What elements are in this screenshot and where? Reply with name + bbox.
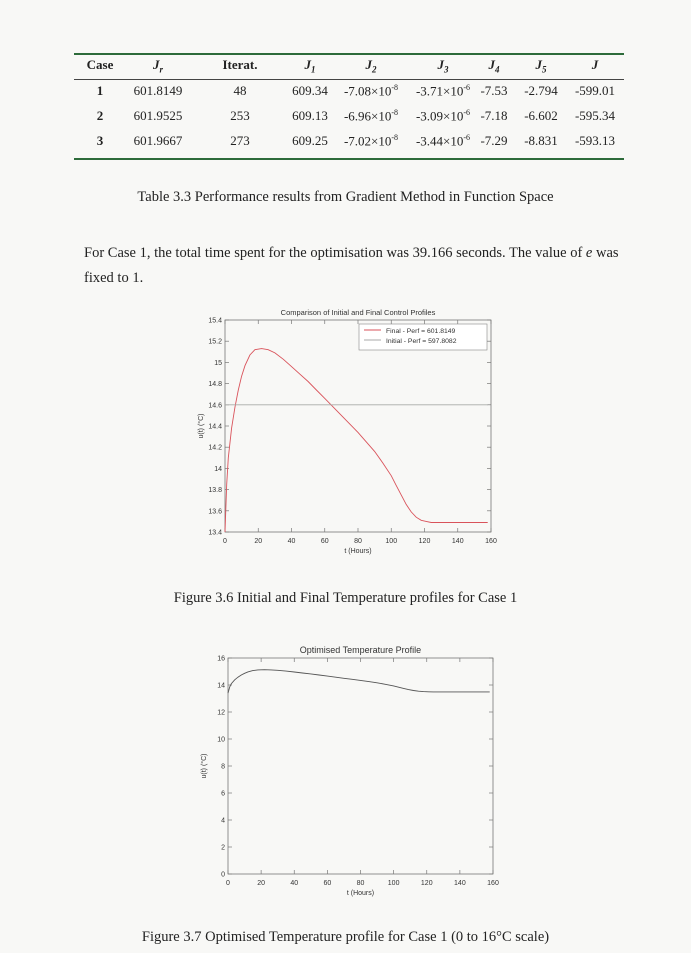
table-cell-case: 2 [96, 108, 104, 123]
header-jr: $J_r$ [152, 57, 163, 75]
table-bottom-rule [74, 158, 624, 160]
header-j5: $J_5$ [535, 57, 547, 75]
table-cell-j3: $-3.09\times 10^{-6}$ [415, 108, 471, 124]
table-cell-iterat: 48 [233, 83, 247, 98]
y-tick-label: 4 [221, 817, 225, 825]
x-tick-label: 160 [485, 538, 497, 545]
x-tick-label: 100 [387, 880, 400, 887]
y-tick-label: 14.6 [208, 402, 222, 410]
x-tick-label: 80 [354, 538, 362, 545]
table-cell-j: -599.01 [574, 83, 616, 98]
x-tick-label: 80 [356, 880, 365, 887]
table-cell-j5: -6.602 [524, 108, 558, 123]
table-cell-j1: 609.34 [292, 83, 328, 98]
header-case: Case [86, 57, 114, 72]
x-tick-label: 20 [257, 880, 266, 887]
y-tick-label: 0 [221, 871, 225, 879]
y-tick-label: 14 [214, 465, 222, 473]
y-axis-label: u(t) (°C) [198, 413, 205, 439]
table-cell-j1: 609.25 [292, 133, 328, 148]
x-tick-label: 120 [418, 538, 431, 545]
table-cell-j: -593.13 [574, 133, 616, 148]
y-tick-label: 15 [214, 359, 222, 367]
y-tick-label: 6 [221, 790, 225, 798]
y-tick-label: 14.4 [208, 423, 222, 431]
x-tick-label: 120 [420, 880, 433, 887]
table-cell-j: -595.34 [574, 108, 616, 123]
x-tick-label: 60 [320, 538, 329, 545]
table-cell-jr: 601.9525 [133, 108, 183, 123]
table-cell-j4: -7.18 [480, 108, 508, 123]
y-tick-label: 13.6 [208, 508, 222, 516]
x-axis-label: t (Hours) [344, 548, 372, 555]
x-axis-label: t (Hours) [346, 890, 375, 897]
y-axis-label: u(t) (°C) [201, 753, 208, 779]
chart-title: Comparison of Initial and Final Control Profiles [280, 308, 436, 317]
header-j: J [591, 57, 599, 72]
x-tick-label: 0 [226, 880, 230, 887]
table-cell-j5: -8.831 [524, 133, 558, 148]
x-tick-label: 0 [223, 538, 227, 545]
table-cell-j2: $-7.08\times 10^{-8}$ [343, 83, 399, 99]
table-header-rule [74, 79, 624, 80]
header-j2: $J_2$ [365, 57, 377, 75]
header-j1: $J_1$ [304, 57, 316, 75]
table-cell-j5: -2.794 [524, 83, 558, 98]
table-cell-jr: 601.8149 [133, 83, 183, 98]
y-tick-label: 10 [217, 736, 225, 744]
figure-3-6-caption: Figure 3.6 Initial and Final Temperature profiles for Case 1 [173, 590, 518, 606]
table-cell-j1: 609.13 [292, 108, 328, 123]
x-tick-label: 160 [487, 880, 499, 887]
chart-title: Optimised Temperature Profile [299, 645, 422, 655]
x-tick-label: 100 [385, 538, 398, 545]
y-tick-label: 14.2 [208, 444, 222, 452]
comparison-chart [180, 300, 510, 562]
legend-label: Initial - Perf = 597.8082 [386, 338, 457, 345]
table-cell-case: 3 [96, 133, 104, 148]
x-tick-label: 140 [451, 538, 464, 545]
x-tick-label: 60 [323, 880, 332, 887]
y-tick-label: 14 [217, 682, 225, 690]
series-line-1 [225, 349, 488, 532]
header-iterat: Iterat. [222, 57, 258, 72]
y-tick-label: 12 [217, 709, 225, 717]
table-cell-j2: $-6.96\times 10^{-8}$ [343, 108, 399, 124]
legend-label: Final - Perf = 601.8149 [386, 328, 456, 335]
x-tick-label: 40 [290, 880, 299, 887]
y-tick-label: 2 [221, 844, 225, 852]
x-tick-label: 40 [287, 538, 296, 545]
table-cell-j3: $-3.71\times 10^{-6}$ [415, 83, 471, 99]
table-cell-j2: $-7.02\times 10^{-8}$ [343, 133, 399, 149]
y-tick-label: 15.2 [208, 338, 222, 346]
body-paragraph: For Case 1, the total time spent for the optimisation was 39.166 seconds. The value of e was fixed to 1. [84, 245, 619, 286]
header-j4: $J_4$ [488, 57, 500, 75]
y-tick-label: 8 [221, 763, 225, 771]
optimised-profile-chart [180, 636, 510, 898]
y-tick-label: 15.4 [208, 317, 222, 325]
table-cell-iterat: 253 [230, 108, 250, 123]
table-caption: Table 3.3 Performance results from Gradient Method in Function Space [137, 189, 554, 205]
y-tick-label: 13.8 [208, 487, 222, 495]
table-cell-j4: -7.29 [480, 133, 508, 148]
table-cell-case: 1 [96, 83, 104, 98]
table-cell-j4: -7.53 [480, 83, 508, 98]
table-top-rule [74, 53, 624, 55]
plot-frame [225, 320, 491, 532]
x-tick-label: 140 [454, 880, 466, 887]
series-line-1 [228, 670, 490, 693]
plot-frame [228, 658, 493, 874]
table-cell-j3: $-3.44\times 10^{-6}$ [415, 133, 471, 149]
x-tick-label: 20 [254, 538, 263, 545]
y-tick-label: 14.8 [208, 381, 222, 389]
table-cell-jr: 601.9667 [133, 133, 183, 148]
table-cell-iterat: 273 [230, 133, 250, 148]
y-tick-label: 13.4 [208, 529, 222, 537]
y-tick-label: 16 [217, 655, 225, 663]
header-j3: $J_3$ [437, 57, 449, 75]
figure-3-7-caption: Figure 3.7 Optimised Temperature profile for Case 1 (0 to 16°C scale) [141, 929, 550, 945]
